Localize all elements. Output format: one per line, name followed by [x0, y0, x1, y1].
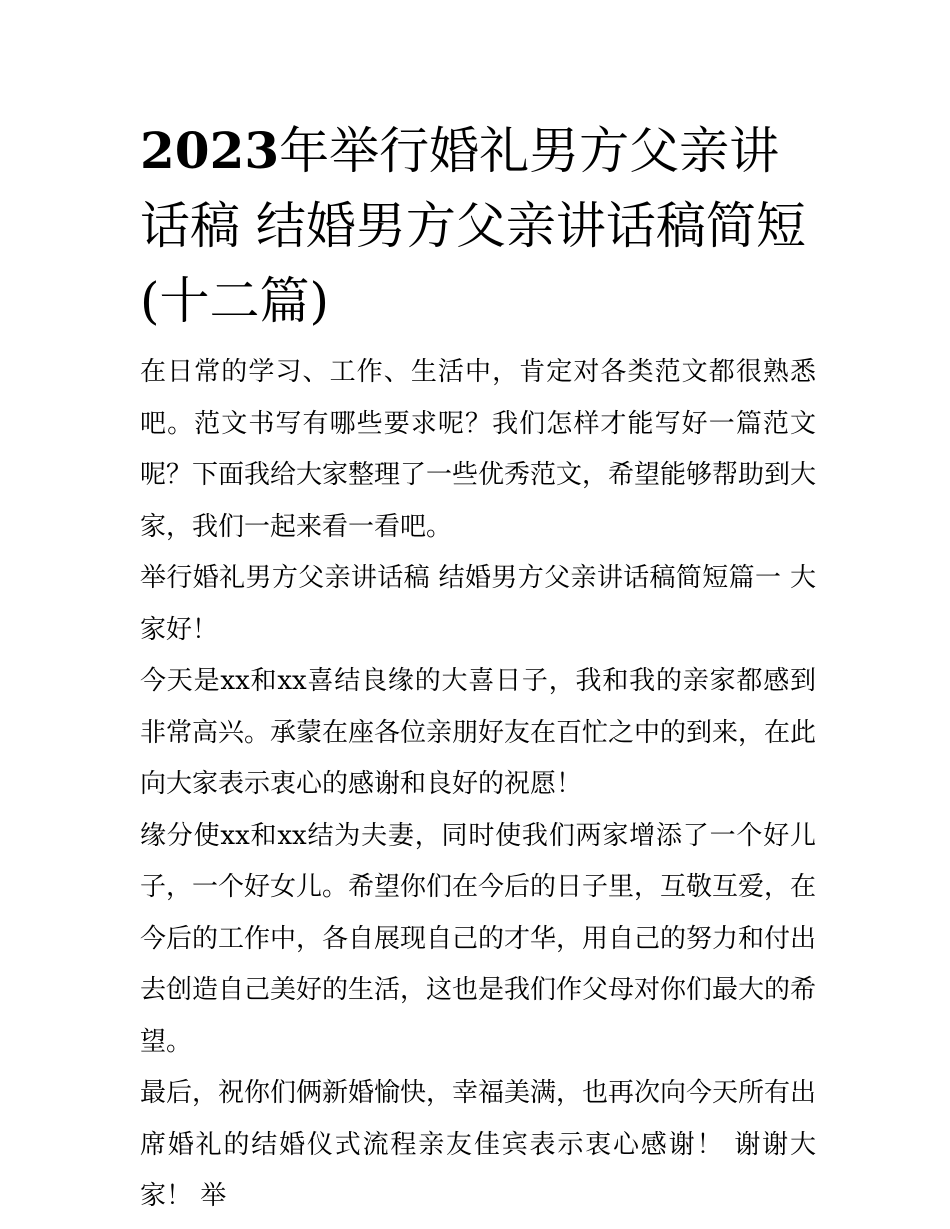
paragraph-section-heading: 举行婚礼男方父亲讲话稿 结婚男方父亲讲话稿简短篇一 大家好！ — [140, 563, 816, 645]
document-body — [140, 113, 816, 1223]
paragraph-intro: 在日常的学习、工作、生活中，肯定对各类范文都很熟悉吧。范文书写有哪些要求呢？我们怎样才能写好一篇范文呢？下面我给大家整理了一些优秀范文，希望能够帮助到大家，我们一起来看一看吧。 — [140, 357, 817, 542]
paragraph-greeting: 今天是xx和xx喜结良缘的大喜日子，我和我的亲家都感到非常高兴。承蒙在座各位亲朋好友在百忙之中的到来，在此向大家表示衷心的感谢和良好的祝愿！ — [140, 666, 817, 799]
title-year: 2023 — [140, 121, 280, 180]
title-text: 年举行婚礼男方父亲讲话稿 结婚男方父亲讲话稿简短(十二篇) — [140, 122, 806, 330]
paragraph-closing: 最后，祝你们俩新婚愉快，幸福美满，也再次向今天所有出席婚礼的结婚仪式流程亲友佳宾表示衷心感谢！ 谢谢大家！ 举 — [140, 1078, 817, 1211]
paragraph-wishes: 缘分使xx和xx结为夫妻，同时使我们两家增添了一个好儿子，一个好女儿。希望你们在今后的日子里，互敬互爱，在今后的工作中，各自展现自己的才华，用自己的努力和付出去创造自己美好的生活，这也是我们作父母对你们最大的希望。 — [140, 820, 817, 1057]
document-title — [140, 113, 816, 339]
